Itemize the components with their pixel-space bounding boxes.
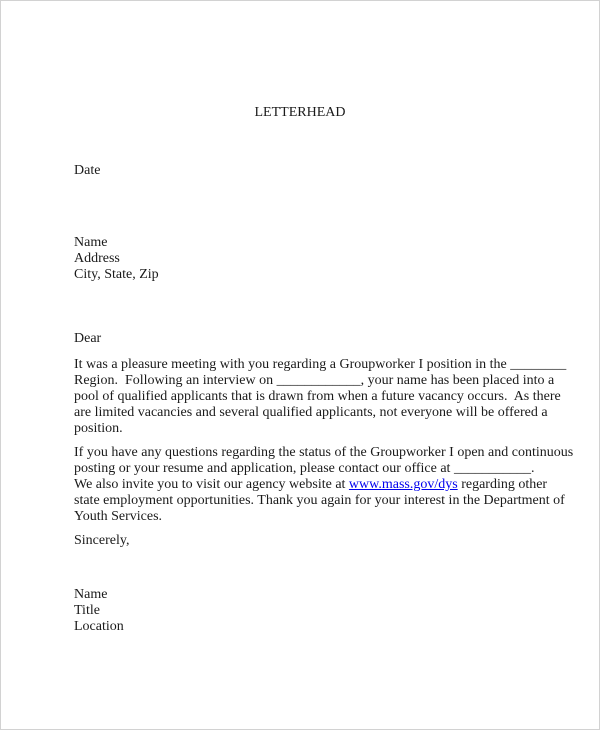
body-line: It was a pleasure meeting with you regarding a Groupworker I position in the ________	[74, 357, 567, 372]
signature-name: Name	[74, 587, 108, 602]
body-line-text: regarding other	[457, 477, 548, 492]
body-line: position.	[74, 421, 123, 436]
body-line: Youth Services.	[74, 509, 163, 524]
signature-location: Location	[74, 619, 124, 634]
body-line-text: We also invite you to visit our agency website at	[74, 477, 349, 492]
recipient-city-state-zip: City, State, Zip	[74, 267, 159, 282]
signature-title: Title	[74, 603, 100, 618]
salutation: Dear	[74, 331, 102, 346]
body-line: are limited vacancies and several qualified applicants, not everyone will be offered a	[74, 405, 548, 420]
body-line: state employment opportunities. Thank you again for your interest in the Department of	[74, 493, 565, 508]
body-paragraph-2	[74, 445, 574, 525]
body-line: Region. Following an interview on ____________, your name has been placed into a	[74, 373, 555, 388]
date-placeholder: Date	[74, 163, 101, 178]
signature-block	[74, 587, 543, 635]
body-line: If you have any questions regarding the status of the Groupworker I open and continuous	[74, 445, 574, 460]
body-paragraph-1	[74, 357, 567, 437]
body-line: pool of qualified applicants that is drawn from when a future vacancy occurs. As there	[74, 389, 561, 404]
body-line	[74, 477, 548, 493]
recipient-address: Address	[74, 251, 120, 266]
recipient-block	[74, 235, 543, 283]
body-line: posting or your resume and application, please contact our office at ___________.	[74, 461, 535, 476]
closing: Sincerely,	[74, 533, 130, 548]
recipient-name: Name	[74, 235, 108, 250]
letterhead-title: LETTERHEAD	[254, 105, 346, 120]
agency-website-link[interactable]: www.mass.gov/dys	[348, 477, 458, 492]
